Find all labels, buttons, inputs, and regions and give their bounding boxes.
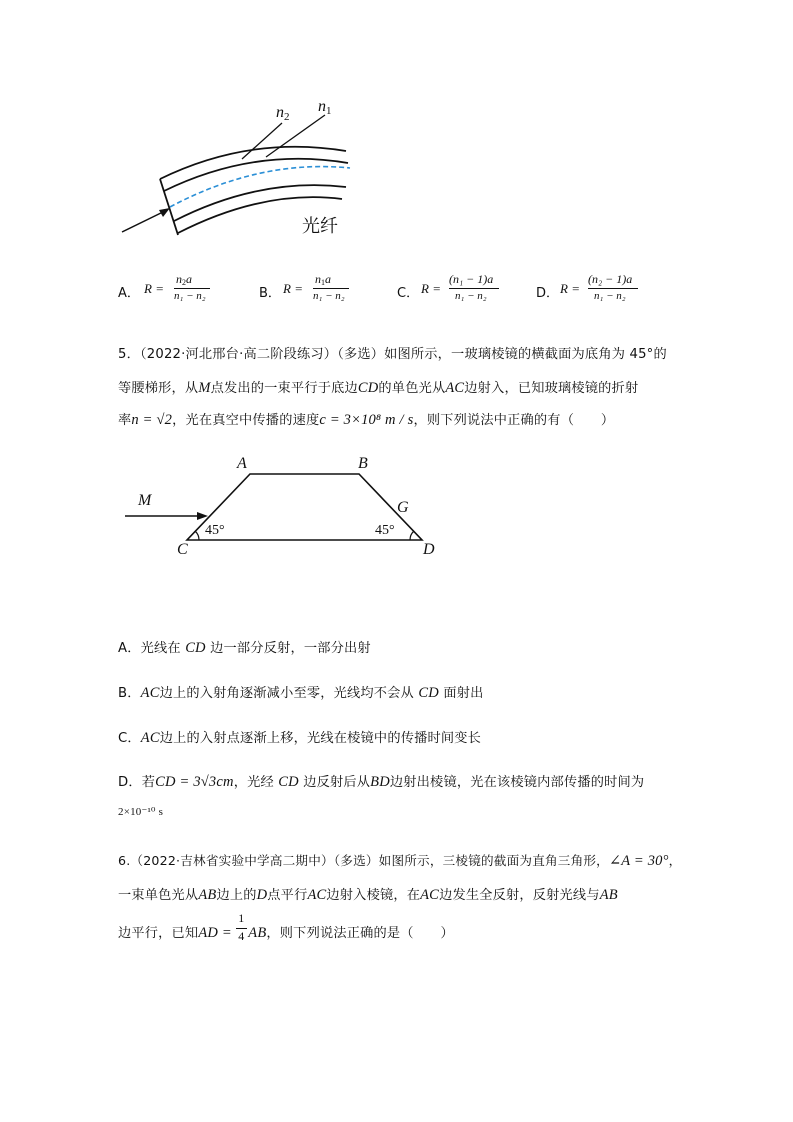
q5-stem-line-2: 等腰梯形，从M点发出的一束平行于底边CD的单色光从AC边射入，已知玻璃棱镜的折射 <box>118 380 639 396</box>
n1-label: n1 <box>318 98 332 117</box>
vertex-A-label: A <box>237 455 247 472</box>
angle-arc-left <box>195 531 199 540</box>
n2-label: n2 <box>276 104 290 123</box>
incident-ray <box>122 211 165 232</box>
vertex-B-label: B <box>358 455 368 472</box>
angle-arc-right <box>410 531 414 540</box>
q6-stem-line-1: 6.（2022·吉林省实验中学高二期中）（多选）如图所示，三棱镜的截面为直角三角形，∠A = 30°， <box>118 853 682 869</box>
q5-option-a[interactable]: A．光线在 CD 边一部分反射，一部分出射 <box>118 640 371 656</box>
fiber-end-face <box>160 179 178 235</box>
fiber-caption: 光纤 <box>302 216 338 237</box>
option-lhs: R = <box>144 281 164 296</box>
fraction-one-quarter: $\frac{1}{4}$ <box>236 917 248 947</box>
q5-stem-line-1: 5．（2022·河北邢台·高二阶段练习）（多选）如图所示，一玻璃棱镜的横截面为底角为 45°的 <box>118 347 667 362</box>
q6-stem-line-2: 一束单色光从AB边上的D点平行AC边射入棱镜，在AC边发生全反射，反射光线与AB <box>118 887 618 903</box>
q5-stem-line-3: 率n = √2，光在真空中传播的速度c = 3×10⁸ m / s，则下列说法中正确的有（ ） <box>118 412 615 428</box>
option-letter: D． <box>536 286 560 301</box>
option-lhs: R = <box>560 281 580 296</box>
q5-option-d-time: 2×10⁻¹⁰ s <box>118 806 164 818</box>
vertex-C-label: C <box>177 541 188 558</box>
q5-option-c[interactable]: C．AC边上的入射点逐渐上移，光线在棱镜中的传播时间变长 <box>118 730 482 746</box>
n2-leader <box>242 123 282 159</box>
incident-arrowhead <box>159 208 170 217</box>
point-M-label: M <box>138 492 152 509</box>
option-lhs: R = <box>283 281 303 296</box>
q6-stem-line-3: 边平行，已知AD = $\frac{1}{4}$ AB，则下列说法正确的是（ ） <box>118 917 454 947</box>
point-G-label: G <box>397 499 409 516</box>
option-letter: A． <box>118 286 140 301</box>
angle-right-label: 45° <box>375 523 395 538</box>
fiber-axis <box>170 167 350 207</box>
vertex-D-label: D <box>423 541 435 558</box>
q5-option-b[interactable]: B．AC边上的入射角逐渐减小至零，光线均不会从 CD 面射出 <box>118 685 484 701</box>
option-lhs: R = <box>421 281 441 296</box>
q5-option-d[interactable]: D．若CD = 3√3cm，光经 CD 边反射后从BD边射出棱镜，光在该棱镜内部传播的时间为 <box>118 774 645 790</box>
option-letter: B． <box>259 286 281 301</box>
option-letter: C． <box>397 286 420 301</box>
angle-left-label: 45° <box>205 523 225 538</box>
n1-leader <box>266 115 325 157</box>
